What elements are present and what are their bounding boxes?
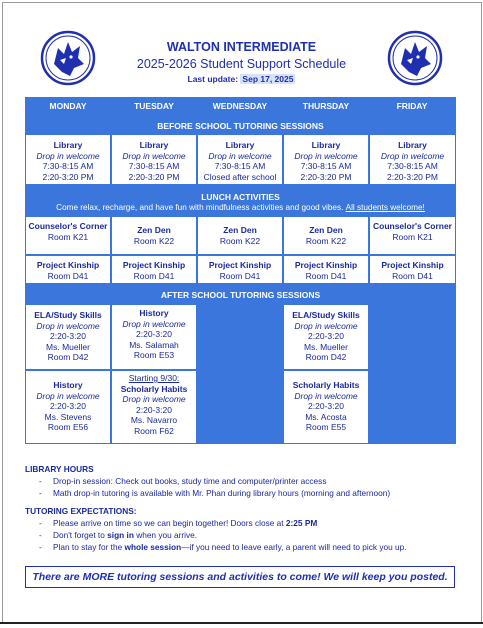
update-label: Last update: <box>187 74 239 84</box>
before-school-cell: Library Drop in welcome 7:30-8:15 AM 2:20-3:20 PM <box>370 135 455 184</box>
after-school-cell: ELA/Study Skills Drop in welcome 2:20-3:20 Ms. Mueller Room D42 <box>26 305 110 369</box>
lunch-cell: Project Kinship Room D41 <box>284 256 368 283</box>
update-date: Sep 17, 2025 <box>242 74 294 84</box>
library-hours-section <box>25 464 455 498</box>
after-school-cell: History Drop in welcome 2:20-3:20 Ms. Salamah Room E53 <box>112 305 196 369</box>
lunch-cell: Counselor's Corner Room K21 <box>370 217 455 254</box>
school-name: WALTON INTERMEDIATE <box>166 40 317 54</box>
after-school-cell: History Drop in welcome 2:20-3:20 Ms. Stevens Room E56 <box>26 371 110 443</box>
before-school-title: BEFORE SCHOOL TUTORING SESSIONS <box>157 121 324 131</box>
expectations-section <box>25 506 455 552</box>
lunch-cell: Zen Den Room K22 <box>284 217 368 254</box>
lunch-cell: Project Kinship Room D41 <box>370 256 455 283</box>
list-item: - Plan to stay for the whole session—if you need to leave early, a parent will need to pick you up. <box>25 542 455 552</box>
library-hours-title: LIBRARY HOURS <box>25 464 94 474</box>
page-title: 2025-2026 Student Support Schedule <box>136 57 347 71</box>
before-school-cell: Library Drop in welcome 7:30-8:15 AM Closed after school <box>198 135 282 184</box>
before-school-cell: Library Drop in welcome 7:30-8:15 AM 2:20-3:20 PM <box>284 135 368 184</box>
day-header-monday: MONDAY <box>49 101 87 111</box>
list-item: - Drop-in session: Check out books, study time and computer/printer access <box>25 476 455 486</box>
before-school-cell: Library Drop in welcome 7:30-8:15 AM 2:20-3:20 PM <box>112 135 196 184</box>
after-school-cell: Starting 9/30: Scholarly Habits Drop in welcome 2:20-3:20 Ms. Navarro Room F62 <box>112 371 196 443</box>
all-students-link: All students welcome! <box>345 203 425 212</box>
after-school-cell: Scholarly Habits Drop in welcome 2:20-3:20 Ms. Acosta Room E55 <box>284 371 368 443</box>
day-header-friday: FRIDAY <box>396 101 428 111</box>
lunch-cell: Project Kinship Room D41 <box>112 256 196 283</box>
day-header-thursday: THURSDAY <box>302 101 350 111</box>
list-item: - Math drop-in tutoring is available with Mr. Phan during library hours (morning and afternoon) <box>25 488 455 498</box>
last-update <box>0 74 483 84</box>
day-header-wednesday: WEDNESDAY <box>212 101 268 111</box>
after-school-title: AFTER SCHOOL TUTORING SESSIONS <box>160 290 321 300</box>
lunch-cell: Counselor's Corner Room K21 <box>26 217 110 254</box>
lunch-subtitle: Come relax, recharge, and have fun with mindfulness activities and good vibes. All students welcome! <box>56 203 425 212</box>
divider <box>0 622 483 624</box>
list-item: - Please arrive on time so we can begin together! Doors close at 2:25 PM <box>25 518 455 528</box>
schedule-grid <box>25 97 456 444</box>
lunch-title: LUNCH ACTIVITIES <box>201 192 280 202</box>
day-header-tuesday: TUESDAY <box>134 101 174 111</box>
lunch-cell: Project Kinship Room D41 <box>26 256 110 283</box>
lunch-cell: Zen Den Room K22 <box>198 217 282 254</box>
expectations-title: TUTORING EXPECTATIONS: <box>25 506 137 516</box>
list-item: - Don't forget to sign in when you arrive. <box>25 530 455 540</box>
footer-note: There are MORE tutoring sessions and activities to come! We will keep you posted. <box>25 566 455 588</box>
after-school-cell: ELA/Study Skills Drop in welcome 2:20-3:20 Ms. Mueller Room D42 <box>284 305 368 369</box>
before-school-cell: Library Drop in welcome 7:30-8:15 AM 2:20-3:20 PM <box>26 135 110 184</box>
lunch-cell: Zen Den Room K22 <box>112 217 196 254</box>
lunch-cell: Project Kinship Room D41 <box>198 256 282 283</box>
